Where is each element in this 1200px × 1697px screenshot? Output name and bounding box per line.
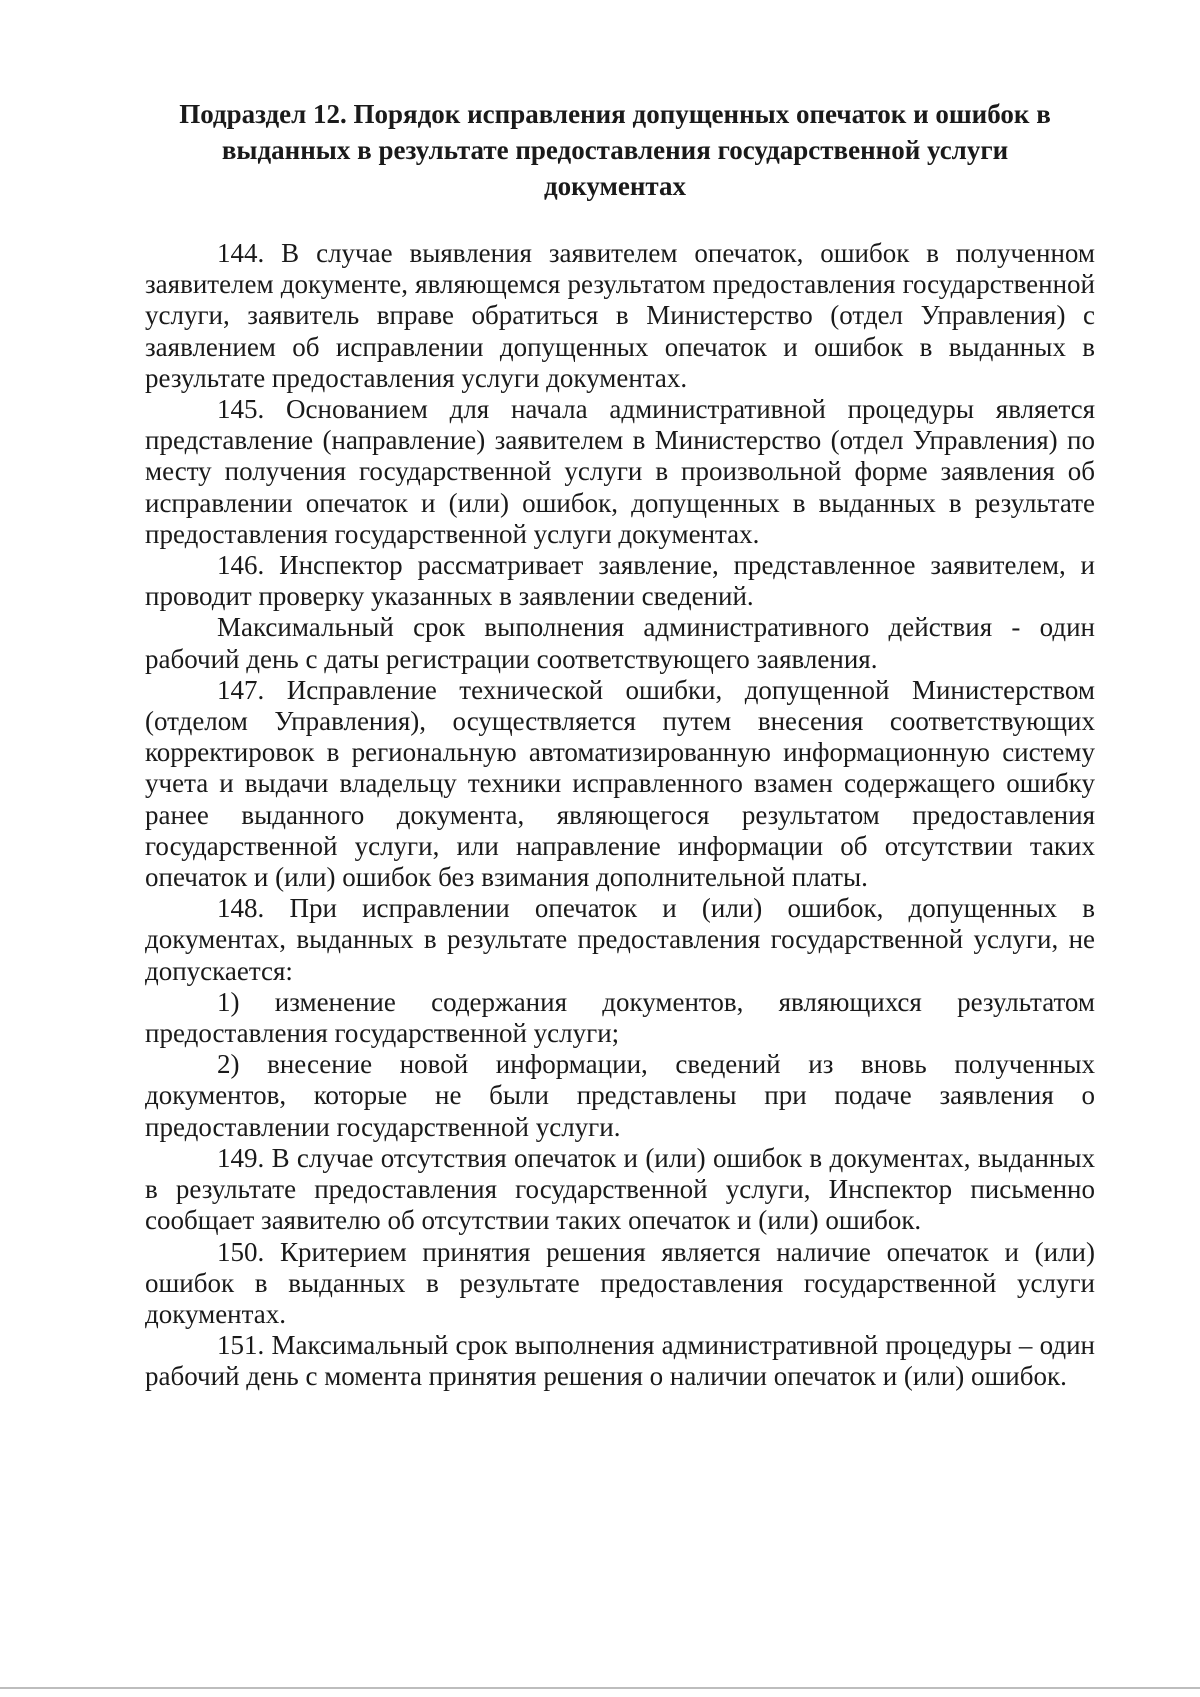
heading-line-3: документах [543,171,686,201]
paragraph-145: 145. Основанием для начала административной процедуры является представление (направление) заявителем в Министерство (отдел Управления) по месту получения государственной услуги в произвольной форме заявления об исправлении опечаток и (или) ошибок, допущенных в выданных в результате предоставления государственной услуги документах. [145,394,1095,549]
document-body [145,238,1095,1393]
heading-line-2: выданных в результате предоставления государственной услуги [221,135,1009,165]
scan-edge-divider [0,1687,1200,1689]
paragraph-146-deadline: Максимальный срок выполнения административного действия - один рабочий день с даты регистрации соответствующего заявления. [145,612,1095,674]
paragraph-150: 150. Критерием принятия решения является наличие опечаток и (или) ошибок в выданных в результате предоставления государственной услуги документах. [145,1236,1095,1329]
paragraph-148: 148. При исправлении опечаток и (или) ошибок, допущенных в документах, выданных в результате предоставления государственной услуги, не допускается: [145,893,1095,986]
paragraph-146: 146. Инспектор рассматривает заявление, представленное заявителем, и проводит проверку указанных в заявлении сведений. [145,550,1095,612]
paragraph-148-item-2: 2) внесение новой информации, сведений из вновь полученных документов, которые не были представлены при подаче заявления о предоставлении государственной услуги. [145,1049,1095,1142]
paragraph-147: 147. Исправление технической ошибки, допущенной Министерством (отделом Управления), осуществляется путем внесения соответствующих корректировок в региональную автоматизированную информационную систему учета и выдачи владельцу техники исправленного взамен содержащего ошибку ранее выданного документа, являющегося результатом предоставления государственной услуги, или направление информации об отсутствии таких опечаток и (или) ошибок без взимания дополнительной платы. [145,674,1095,893]
heading-line-1: Подраздел 12. Порядок исправления допущенных опечаток и ошибок в [179,99,1051,129]
section-heading [150,96,1080,204]
paragraph-149: 149. В случае отсутствия опечаток и (или) ошибок в документах, выданных в результате предоставления государственной услуги, Инспектор письменно сообщает заявителю об отсутствии таких опечаток и (или) ошибок. [145,1142,1095,1236]
paragraph-148-item-1: 1) изменение содержания документов, являющихся результатом предоставления государственной услуги; [145,986,1095,1049]
paragraph-151: 151. Максимальный срок выполнения административной процедуры – один рабочий день с момента принятия решения о наличии опечаток и (или) ошибок. [145,1330,1095,1392]
paragraph-144: 144. В случае выявления заявителем опечаток, ошибок в полученном заявителем документе, являющемся результатом предоставления государственной услуги, заявитель вправе обратиться в Министерство (отдел Управления) с заявлением об исправлении допущенных опечаток и ошибок в выданных в результате предоставления услуги документах. [145,238,1095,393]
